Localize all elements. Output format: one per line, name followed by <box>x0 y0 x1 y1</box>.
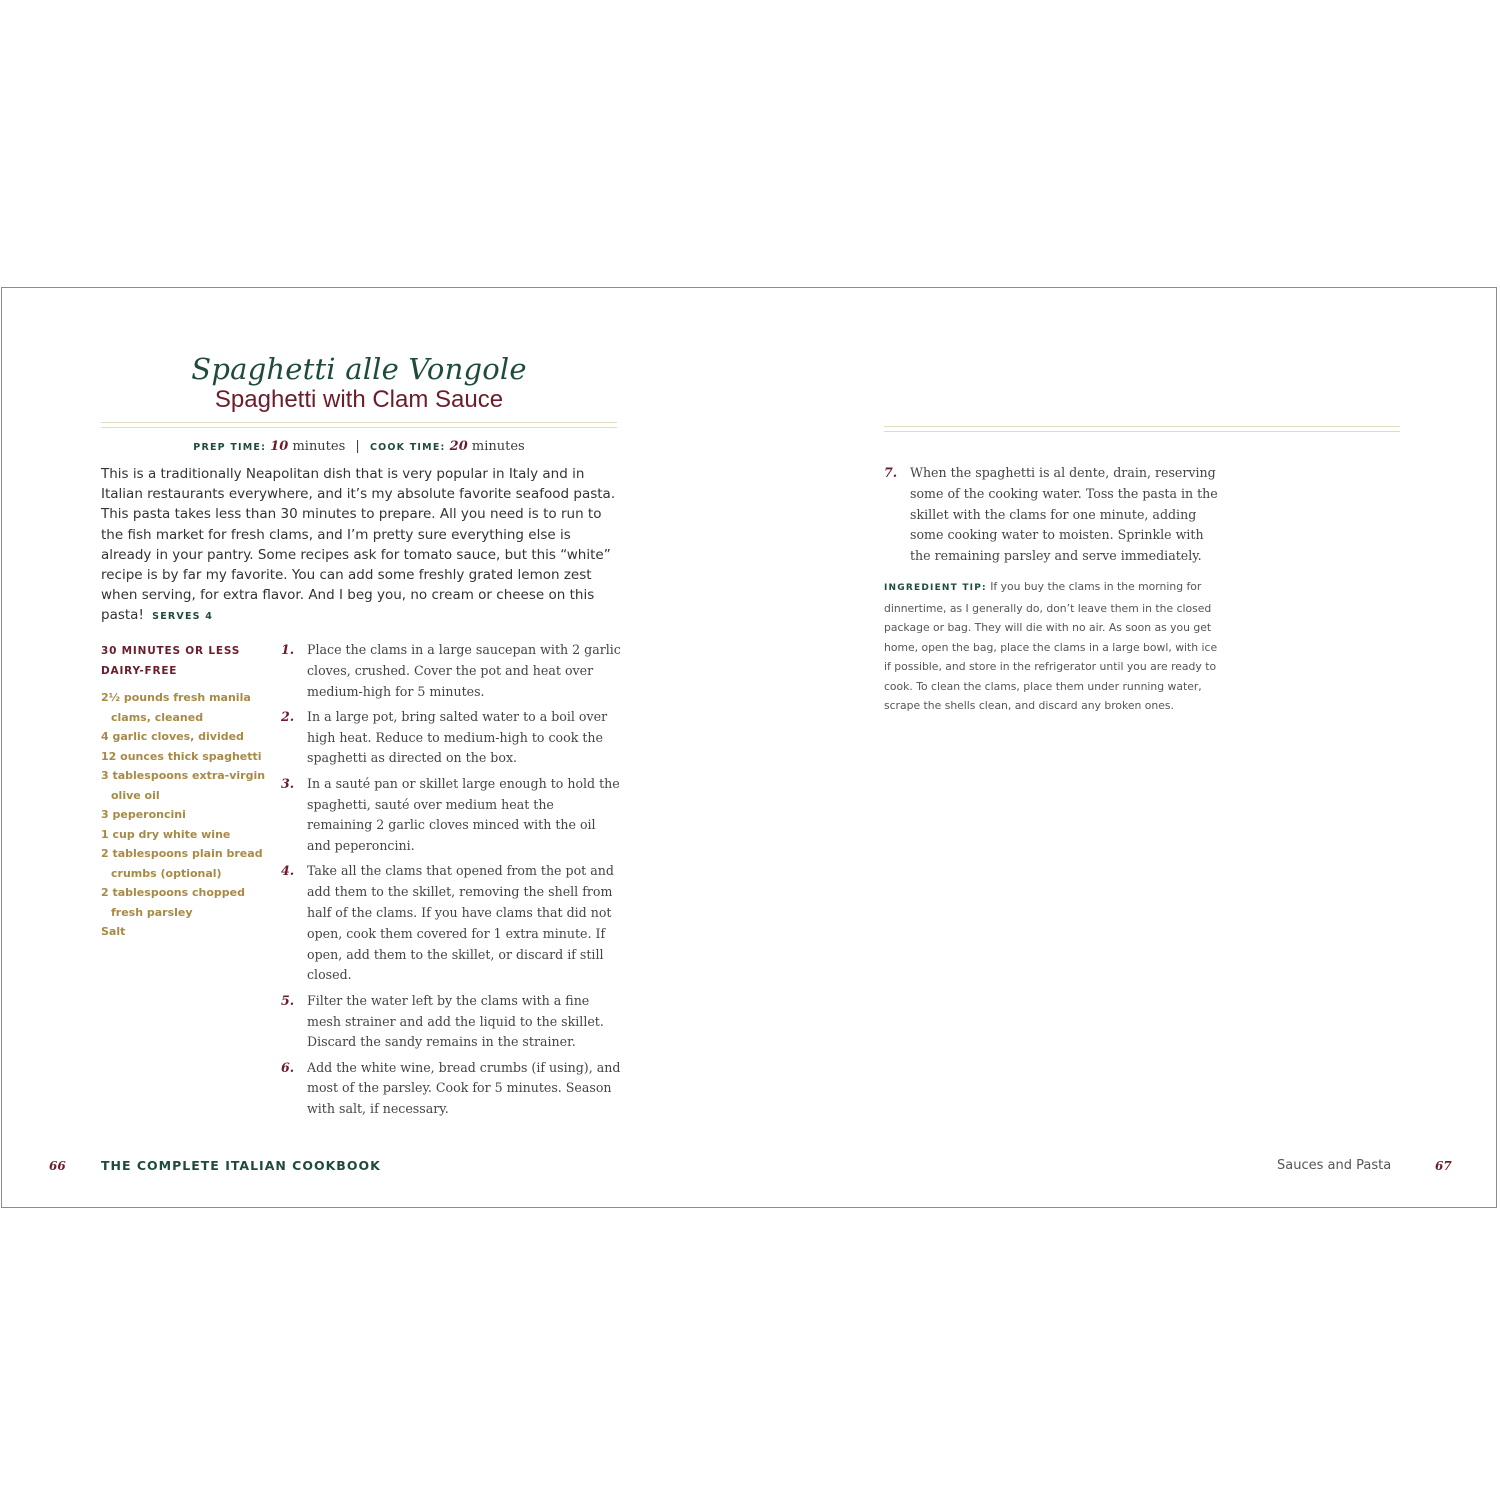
ingredient-item: 12 ounces thick spaghetti <box>101 749 262 763</box>
recipe-times <box>101 439 617 454</box>
prep-time-unit: minutes <box>292 439 346 454</box>
instruction-step <box>281 774 621 857</box>
time-label: 30 MINUTES OR LESS <box>101 645 241 657</box>
serves-label: SERVES 4 <box>152 611 214 623</box>
prep-time-value: 10 <box>270 439 289 454</box>
step-number: 1. <box>281 642 295 657</box>
ingredient-item: 3 tablespoons extra-virgin olive oil <box>101 769 266 802</box>
right-page-number: 67 <box>1435 1159 1452 1173</box>
ingredient-item: Salt <box>101 925 126 938</box>
instruction-step <box>281 991 621 1053</box>
instruction-steps-left <box>281 640 621 1125</box>
ingredient-item: 1 cup dry white wine <box>101 827 231 841</box>
ingredient-item: 2½ pounds fresh manila clams, cleaned <box>101 691 251 724</box>
instruction-step <box>281 707 621 769</box>
title-divider <box>101 422 617 428</box>
instruction-step <box>281 1058 621 1120</box>
step-text: Filter the water left by the clams with a fine mesh strainer and add the liquid to the skillet. Discard the sandy remains in the strainer. <box>307 992 604 1050</box>
recipe-labels <box>101 641 240 681</box>
step-number: 2. <box>281 708 295 724</box>
step-text: In a large pot, bring salted water to a boil over high heat. Reduce to medium-high to cook the spaghetti as directed on the box. <box>307 708 608 766</box>
left-page-number: 66 <box>49 1159 66 1173</box>
recipe-title-english: Spaghetti with Clam Sauce <box>214 386 504 413</box>
prep-time-label: PREP TIME: <box>193 442 267 453</box>
step-text: In a sauté pan or skillet large enough to hold the spaghetti, sauté over medium heat the remaining 2 garlic cloves minced with the oil and peperoncini. <box>307 775 620 854</box>
step-text: Place the clams in a large saucepan with 2 garlic cloves, crushed. Cover the pot and heat over medium-high for 5 minutes. <box>307 642 621 699</box>
recipe-title-italian: Spaghetti alle Vongole <box>191 352 527 386</box>
cook-time-value: 20 <box>449 439 468 454</box>
cook-time-label: COOK TIME: <box>369 442 446 453</box>
cook-time-unit: minutes <box>471 439 525 454</box>
ingredient-list <box>101 688 276 942</box>
ingredient-tip <box>884 577 1219 716</box>
ingredient-item: 2 tablespoons chopped fresh parsley <box>101 886 246 919</box>
step-number: 3. <box>281 775 295 791</box>
book-title-footer: THE COMPLETE ITALIAN COOKBOOK <box>101 1158 381 1173</box>
right-page-divider <box>884 426 1400 432</box>
step-number: 5. <box>281 992 295 1008</box>
step-text: Add the white wine, bread crumbs (if using), and most of the parsley. Cook for 5 minutes. Season with salt, if necessary. <box>307 1059 621 1117</box>
instruction-step <box>884 463 1224 567</box>
instruction-step <box>281 861 621 986</box>
intro-text: This is a traditionally Neapolitan dish that is very popular in Italy and in Italian restaurants everywhere, and it’s my absolute favorite seafood pasta. This pasta takes less than 30 minutes to prepare. All you need is to run to the fish market for fresh clams, and I’m pretty sure everything else is already in your pantry. Some recipes ask for tomato sauce, but this “white” recipe is by far my favorite. You can add some freshly grated lemon zest when serving, for extra flavor. And I beg you, no cream or cheese on this pasta! <box>101 466 616 624</box>
step-text: When the spaghetti is al dente, drain, reserving some of the cooking water. Toss the pasta in the skillet with the clams for one minute, adding some cooking water to moisten. Sprinkle with the remaining parsley and serve immediately. <box>910 465 1218 564</box>
book-spread <box>1 287 1497 1208</box>
step-number: 7. <box>884 465 898 480</box>
times-separator: | <box>355 439 360 454</box>
recipe-intro <box>101 464 621 628</box>
ingredient-item: 4 garlic cloves, divided <box>101 730 244 743</box>
instruction-steps-right <box>884 463 1224 571</box>
instruction-step <box>281 640 621 702</box>
diet-label: DAIRY-FREE <box>101 665 178 677</box>
ingredient-item: 3 peperoncini <box>101 808 186 821</box>
step-text: Take all the clams that opened from the pot and add them to the skillet, removing the shell from half of the clams. If you have clams that did not open, cook them covered for 1 extra minute. If open, add them to the skillet, or discard if still closed. <box>307 863 614 983</box>
step-number: 6. <box>281 1059 295 1075</box>
section-title-footer: Sauces and Pasta <box>1277 1158 1392 1173</box>
tip-label: INGREDIENT TIP: <box>884 583 987 593</box>
step-number: 4. <box>281 863 295 879</box>
tip-text: If you buy the clams in the morning for dinnertime, as I generally do, don’t leave them in the closed package or bag. They will die with no air. As soon as you get home, open the bag, place the clams in a large bowl, with ice if possible, and store in the refrigerator until you are ready to cook. To clean the clams, place them under running water, scrape the shells clean, and discard any broken ones. <box>884 580 1218 712</box>
ingredient-item: 2 tablespoons plain bread crumbs (optional) <box>101 847 263 880</box>
